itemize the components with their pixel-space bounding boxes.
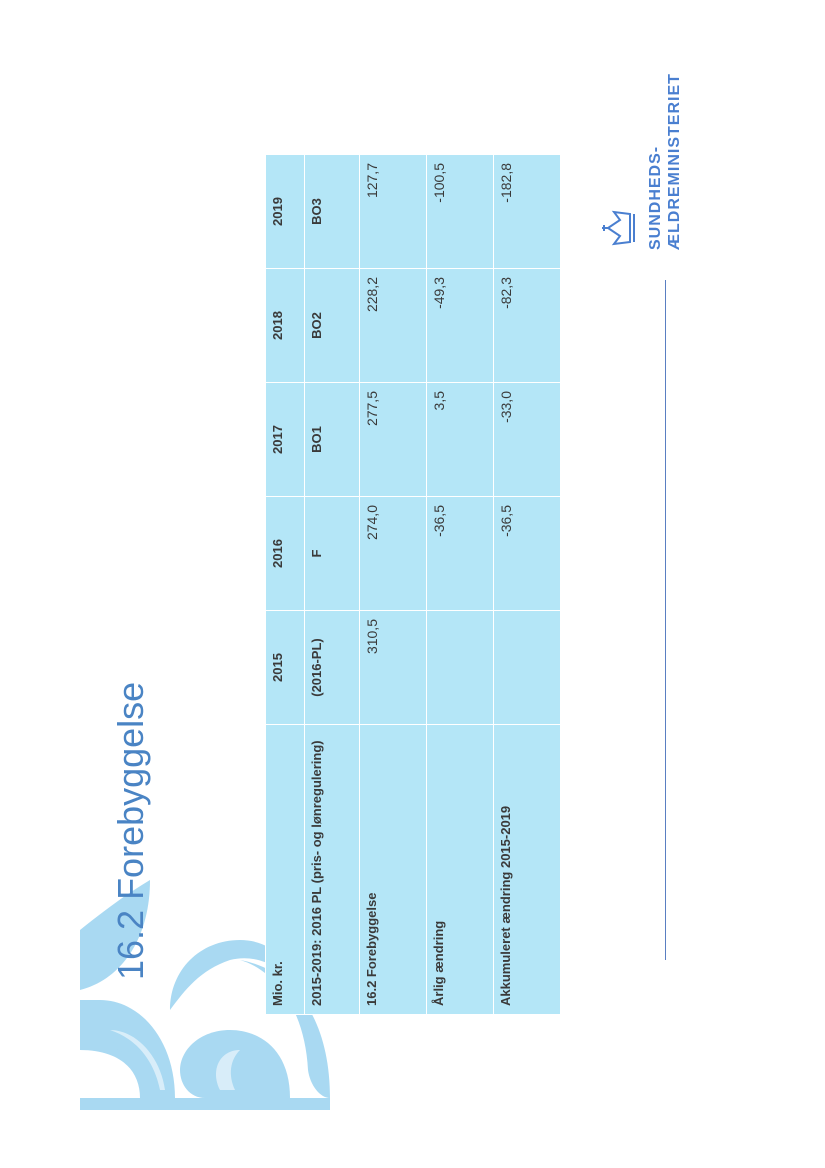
table-subheader-row — [305, 155, 360, 1015]
row-label: Årlig ændring — [427, 725, 494, 1015]
table-cell: 3,5 — [427, 383, 494, 497]
table-cell: -33,0 — [494, 383, 561, 497]
ministry-name-line2: ÆLDREMINISTERIET — [666, 73, 683, 250]
table-cell — [427, 611, 494, 725]
table-header-row — [266, 155, 305, 1015]
row-label: 16.2 Forebyggelse — [360, 725, 427, 1015]
table-cell: -36,5 — [427, 497, 494, 611]
table-cell: -36,5 — [494, 497, 561, 611]
divider-line — [665, 280, 666, 960]
ministry-logo — [550, 73, 710, 250]
budget-table — [265, 154, 561, 1015]
slide — [80, 73, 730, 1110]
table-cell: 127,7 — [360, 155, 427, 269]
table-cell — [494, 611, 561, 725]
table-cell: 228,2 — [360, 269, 427, 383]
year-header: 2016 — [266, 497, 305, 611]
table-cell: 277,5 — [360, 383, 427, 497]
year-header: 2019 — [266, 155, 305, 269]
subheader-cell: F — [305, 497, 360, 611]
table-row — [360, 155, 427, 1015]
table-cell: -182,8 — [494, 155, 561, 269]
subheader-cell: BO1 — [305, 383, 360, 497]
crown-icon — [600, 206, 640, 250]
table-row — [494, 155, 561, 1015]
ministry-name-line1: SUNDHEDS- — [647, 145, 664, 250]
table-cell: -49,3 — [427, 269, 494, 383]
table-cell: -100,5 — [427, 155, 494, 269]
subheader-cell: (2016-PL) — [305, 611, 360, 725]
subheader-cell: BO3 — [305, 155, 360, 269]
year-header: 2018 — [266, 269, 305, 383]
table-cell: 274,0 — [360, 497, 427, 611]
table-row — [427, 155, 494, 1015]
page-title: 16.2 Forebyggelse — [110, 681, 151, 980]
subheader-cell: BO2 — [305, 269, 360, 383]
row-label: Akkumuleret ændring 2015-2019 — [494, 725, 561, 1015]
table-cell: -82,3 — [494, 269, 561, 383]
year-header: 2015 — [266, 611, 305, 725]
header-label: Mio. kr. — [266, 725, 305, 1015]
ministry-name — [646, 73, 684, 250]
table-cell: 310,5 — [360, 611, 427, 725]
subheader-label: 2015-2019: 2016 PL (pris- og lønregulering) — [305, 725, 360, 1015]
year-header: 2017 — [266, 383, 305, 497]
